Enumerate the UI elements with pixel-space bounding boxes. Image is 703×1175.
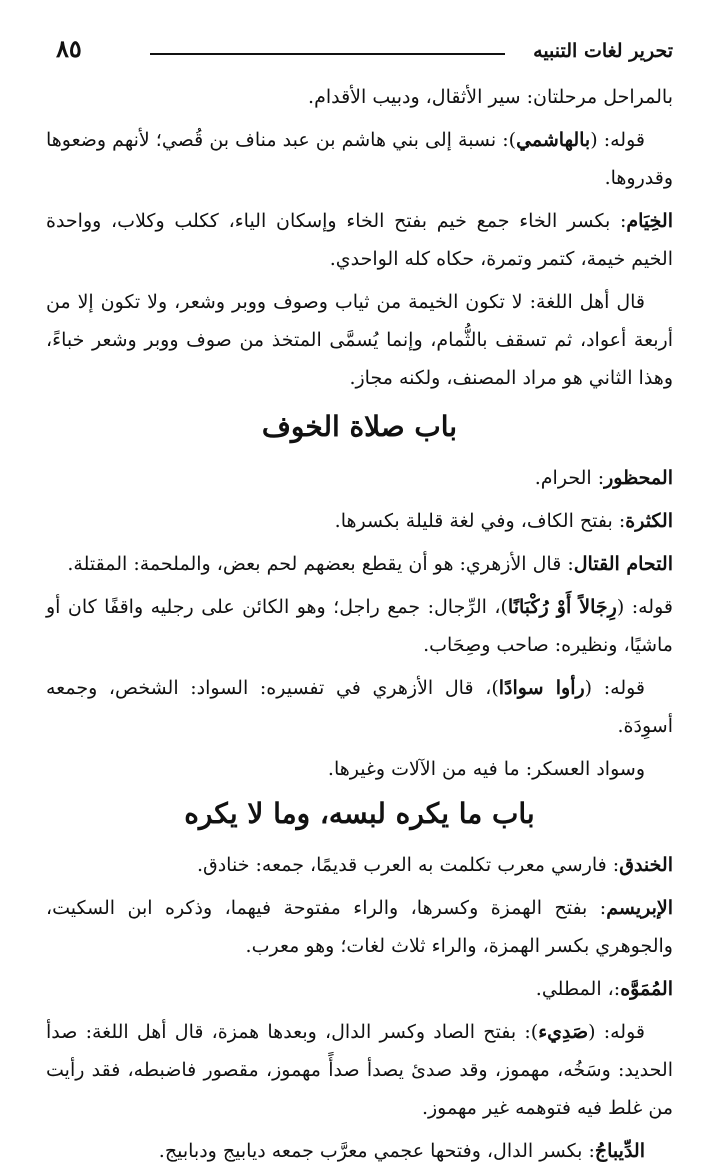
paragraph-1: بالمراحل مرحلتان: سير الأثقال، ودبيب الأقدام. xyxy=(308,86,673,108)
term-dibaj: الدِّيباجُ xyxy=(594,1140,645,1162)
paragraph-15 xyxy=(46,1132,673,1170)
term-iltiham-al-qital: التحام القتال xyxy=(573,553,673,575)
section-heading-salat-al-khawf: باب صلاة الخوف xyxy=(261,410,458,443)
paragraph-15-text: : بكسر الدال، وفتحها عجمي معرَّب جمعه ديابيج ودبابيج. xyxy=(158,1140,595,1162)
paragraph-5-text: : الحرام. xyxy=(534,467,605,489)
paragraph-2-prefix: قوله: ( xyxy=(590,129,645,151)
paragraph-9-text: )، قال الأزهري في تفسيره: السواد: الشخص، وجمعه أسوِدَة. xyxy=(46,677,673,737)
paragraph-11-text: : فارسي معرب تكلمت به العرب قديمًا، جمعه: خنادق. xyxy=(196,854,620,876)
paragraph-6-text: : بفتح الكاف، وفي لغة قليلة بكسرها. xyxy=(334,510,626,532)
paragraph-8-prefix: قوله: ( xyxy=(616,596,673,618)
page-header xyxy=(50,34,673,68)
term-mumawwah: المُمَوَّه xyxy=(620,978,673,1000)
paragraph-12-text: : بفتح الهمزة وكسرها، والراء مفتوحة فيهما، وذكره ابن السكيت، والجوهري بكسر الهمزة، والراء ثلاث لغات؛ وهو معرب. xyxy=(46,897,673,957)
paragraph-3-text: : بكسر الخاء جمع خيم بفتح الخاء وإسكان الياء، ككلب وكلاب، وواحدة الخيم خيمة، كتمر وتمرة، حكاه كله الواحدي. xyxy=(46,210,673,270)
paragraph-3 xyxy=(46,202,673,278)
term-raaw-sawadan: رأوا سوادًا xyxy=(498,677,585,699)
paragraph-4: قال أهل اللغة: لا تكون الخيمة من ثياب وصوف ووبر وشعر، ولا تكون إلا من أربعة أعواد، ثم تسقف بالثُّمام، وإنما يُسمَّى المتخذ من صوف ووبر وشعر خباءً، وهذا الثاني هو مراد المصنف، ولكنه مجاز. xyxy=(46,291,673,389)
term-khiyam: الخِيَام xyxy=(626,210,673,232)
paragraph-13 xyxy=(46,970,673,1008)
section-heading-ma-yukrah-lubsuh: باب ما يكره لبسه، وما لا يكره xyxy=(184,797,535,830)
paragraph-5 xyxy=(46,459,673,497)
term-kathra: الكثرة xyxy=(625,510,673,532)
paragraph-2 xyxy=(46,121,673,197)
page-content xyxy=(46,78,673,1175)
paragraph-11 xyxy=(46,846,673,884)
paragraph-12 xyxy=(46,889,673,965)
paragraph-9-prefix: قوله: ( xyxy=(584,677,645,699)
paragraph-14-prefix: قوله: ( xyxy=(588,1021,645,1043)
paragraph-14 xyxy=(46,1013,673,1127)
term-rijalan-aw-rukbanan: رِجَالاً أَوْ رُكْبَانًا xyxy=(507,596,617,618)
paragraph-7 xyxy=(46,545,673,583)
term-khandaq: الخندق xyxy=(619,854,673,876)
paragraph-8 xyxy=(46,588,673,664)
paragraph-7-text: : قال الأزهري: هو أن يقطع بعضهم لحم بعض، والملحمة: المقتلة. xyxy=(67,553,574,575)
paragraph-14-text: ): بفتح الصاد وكسر الدال، وبعدها همزة، قال أهل اللغة: صدأ الحديد: وسَخُه، مهموز، وقد صدئ يصدأ صدأً مهموز، مقصور فاضبطه، فقد رأيت من غلط فيه فتوهمه غير مهموز. xyxy=(46,1021,673,1119)
paragraph-2-text: ): نسبة إلى بني هاشم بن عبد مناف بن قُصي؛ لأنهم وضعوها وقدروها. xyxy=(46,129,673,189)
paragraph-8-text: )، الرِّجال: جمع راجل؛ وهو الكائن على رجليه واقفًا كان أو ماشيًا، ونظيره: صاحب وصِحَاب. xyxy=(46,596,673,656)
paragraph-6 xyxy=(46,502,673,540)
term-hashimi: بالهاشمي xyxy=(516,129,591,151)
running-title: تحرير لغات التنبيه xyxy=(533,40,673,62)
paragraph-10: وسواد العسكر: ما فيه من الآلات وغيرها. xyxy=(327,758,645,780)
paragraph-13-text: :، المطلي. xyxy=(535,978,621,1000)
header-rule xyxy=(150,53,505,55)
term-ibrisam: الإبريسم xyxy=(606,897,673,919)
term-mahzur: المحظور xyxy=(604,467,673,489)
term-sadi: صَدِيء xyxy=(538,1021,589,1043)
page-number: ٨٥ xyxy=(56,34,82,63)
paragraph-9 xyxy=(46,669,673,745)
